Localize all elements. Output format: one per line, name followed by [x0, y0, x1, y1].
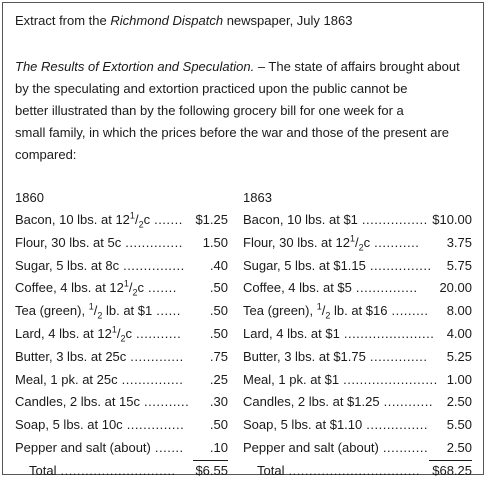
table-row: [15, 300, 228, 323]
table-row: [243, 209, 472, 232]
paragraph-line-5: compared:: [15, 147, 77, 162]
item-label: Soap, 5 lbs. at 10c: [15, 417, 123, 433]
table-row: [15, 277, 228, 300]
item-label: Candles, 2 lbs. at 15c: [15, 394, 141, 410]
item-amount: $10.00: [432, 212, 472, 227]
dot-leader: ................................: [288, 462, 421, 478]
table-row: [243, 437, 472, 460]
item-amount: .50: [209, 280, 228, 296]
item-amount: 2.50: [446, 394, 472, 410]
dot-leader: ............................: [60, 462, 176, 478]
item-amount: .50: [209, 303, 228, 319]
dot-leader: ...........: [374, 234, 420, 250]
item-label: Lard, 4 lbs. at $12^1/_2c$: [15, 324, 132, 344]
paragraph-line-1: [15, 56, 477, 78]
total-row: [15, 460, 228, 483]
dot-leader: ..............: [126, 417, 185, 433]
dot-leader: .........: [391, 303, 429, 319]
total-rule: [193, 460, 228, 461]
table-rows: [15, 209, 228, 483]
table-row: [15, 414, 228, 437]
paragraph-line-3: better illustrated than by the following grocery bill for one week for a: [15, 103, 404, 118]
dot-leader: ................: [361, 212, 428, 227]
item-label: Butter, 3 lbs. at $1.75: [243, 348, 366, 364]
item-label: Pepper and salt (about): [243, 439, 379, 455]
table-row: [243, 391, 472, 414]
item-label: Soap, 5 lbs. at $1.10: [243, 417, 363, 433]
item-amount: .30: [209, 394, 228, 410]
dot-leader: ......................: [343, 325, 435, 341]
dot-leader: ............: [383, 394, 433, 410]
item-label: Sugar, 5 lbs. at 8c: [15, 257, 120, 273]
dot-leader: ...............: [121, 371, 184, 387]
item-label: Sugar, 5 lbs. at $1.15: [243, 257, 366, 273]
item-amount: .75: [209, 348, 228, 364]
dot-leader: ..............: [125, 234, 183, 250]
table-row: [15, 391, 228, 414]
item-label: Butter, 3 lbs. at 25c: [15, 348, 127, 364]
item-amount: 3.75: [446, 234, 472, 250]
newspaper-name: Richmond Dispatch: [110, 13, 224, 28]
item-amount: 1.50: [202, 234, 228, 250]
total-row: [243, 460, 472, 483]
table-row: [15, 369, 228, 392]
item-amount: 1.00: [446, 371, 472, 387]
dot-leader: .............: [130, 348, 184, 364]
item-label: Lard, 4 lbs. at $1: [243, 325, 340, 341]
table-row: [15, 232, 228, 255]
item-amount: .40: [209, 257, 228, 273]
paragraph-line-2: by the speculating and extortion practiced upon the public cannot be: [15, 81, 408, 96]
item-amount: 5.75: [446, 257, 472, 273]
dot-leader: ...............: [366, 417, 428, 433]
item-amount: 2.50: [446, 439, 472, 455]
item-label: Bacon, 10 lbs. at $1: [243, 212, 358, 227]
table-row: [243, 414, 472, 437]
item-amount: 20.00: [439, 280, 472, 296]
header-prefix: Extract from the: [15, 13, 111, 28]
dot-leader: ...............: [123, 257, 185, 273]
item-label: Coffee, 4 lbs. at $12^1/_2c$: [15, 279, 145, 298]
source-header: [15, 13, 352, 28]
item-amount: .25: [209, 371, 228, 387]
table-row: [243, 300, 472, 323]
table-row: [15, 437, 228, 460]
table-row: [15, 323, 228, 346]
table-row: [243, 255, 472, 278]
item-label: Bacon, 10 lbs. at $12^1/_2c$: [15, 210, 151, 230]
dot-leader: ...........: [144, 394, 190, 410]
item-label: Pepper and salt (about): [15, 439, 151, 455]
item-amount: .50: [209, 325, 228, 341]
item-label: Coffee, 4 lbs. at $5: [243, 280, 352, 296]
price-table-1860: [15, 187, 228, 483]
item-label: Flour, 30 lbs. at $12^1/_2c$: [243, 233, 371, 253]
total-label: Total: [257, 462, 285, 478]
table-row: [15, 346, 228, 369]
item-amount: 5.50: [446, 417, 472, 433]
dot-leader: ..............: [369, 348, 428, 364]
dot-leader: .......: [148, 280, 177, 296]
article-paragraph: [15, 56, 477, 166]
table-row: [243, 346, 472, 369]
table-row: [243, 277, 472, 300]
item-amount: .10: [209, 439, 228, 455]
item-amount: .50: [209, 417, 228, 433]
total-rule: [429, 460, 472, 461]
dot-leader: .......................: [343, 371, 438, 387]
table-year: 1860: [15, 190, 44, 205]
dot-leader: .......: [154, 212, 183, 227]
paragraph-text-1: – The state of affairs brought about: [254, 59, 460, 74]
item-amount: 8.00: [446, 303, 472, 319]
paragraph-line-4: small family, in which the prices before the war and those of the present are: [15, 125, 450, 140]
table-year: 1863: [243, 190, 272, 205]
total-amount: $6.55: [195, 462, 228, 478]
item-amount: 5.25: [446, 348, 472, 364]
table-row: [243, 232, 472, 255]
table-row: [243, 369, 472, 392]
dot-leader: ......: [156, 303, 181, 319]
dot-leader: ...........: [136, 325, 182, 341]
item-label: Meal, 1 pk. at $1: [243, 371, 340, 387]
item-label: Flour, 30 lbs. at 5c: [15, 234, 122, 250]
table-row: [15, 255, 228, 278]
total-amount: $68.25: [432, 462, 472, 478]
item-label: Candles, 2 lbs. at $1.25: [243, 394, 380, 410]
dot-leader: ...........: [382, 439, 429, 455]
article-title: The Results of Extortion and Speculation.: [15, 59, 255, 74]
dot-leader: ...............: [369, 257, 432, 273]
total-label: Total: [29, 462, 57, 478]
dot-leader: ...............: [355, 280, 418, 296]
table-row: [243, 323, 472, 346]
dot-leader: .......: [154, 439, 184, 455]
item-amount: 4.00: [446, 325, 472, 341]
item-label: Tea (green), $^1/_2$ lb. at $1: [15, 301, 153, 321]
item-label: Tea (green), $^1/_2$ lb. at $16: [243, 301, 388, 321]
table-row: [15, 209, 228, 232]
price-table-1863: [243, 187, 472, 483]
header-suffix: newspaper, July 1863: [223, 13, 353, 28]
item-label: Meal, 1 pk. at 25c: [15, 371, 118, 387]
item-amount: $1.25: [195, 212, 228, 227]
table-rows: [243, 209, 472, 483]
